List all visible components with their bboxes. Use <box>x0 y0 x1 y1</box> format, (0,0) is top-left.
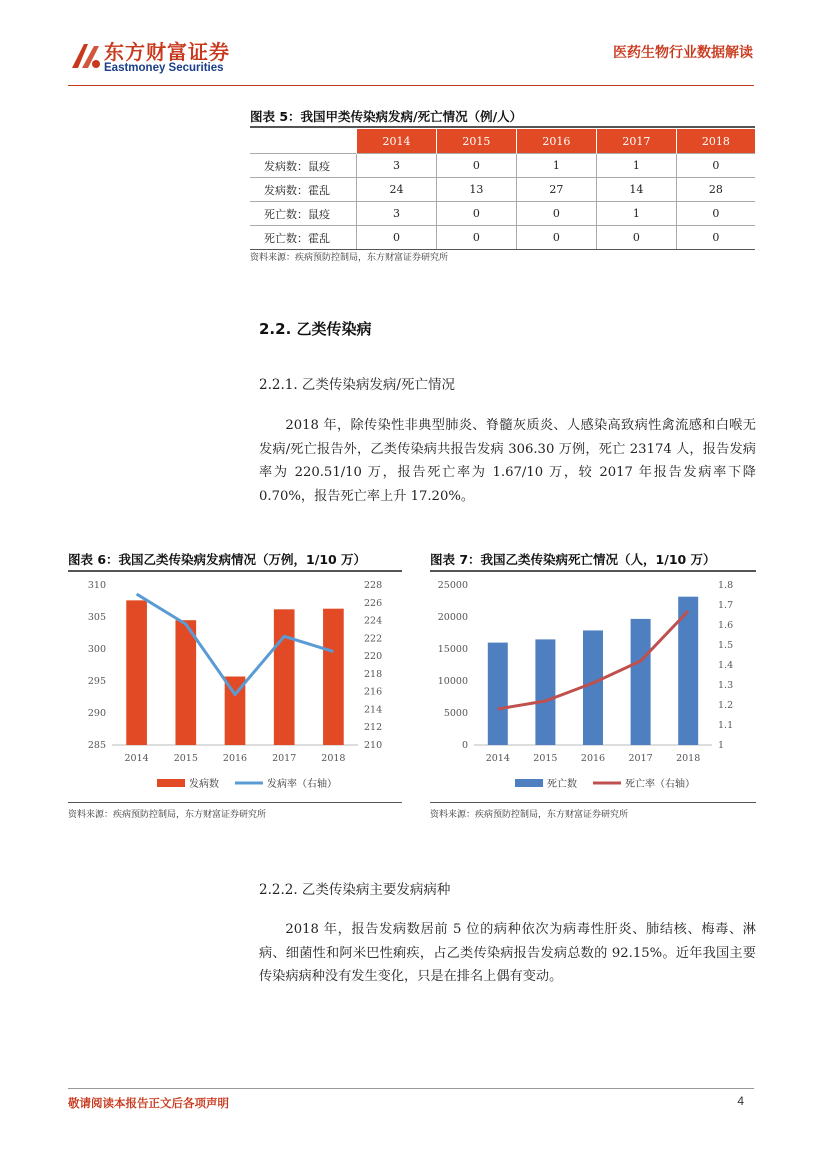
figure6-y-tick-label: 305 <box>87 612 106 623</box>
footer-divider <box>68 1088 754 1089</box>
table-cell: 1 <box>516 154 596 178</box>
paragraph-1 <box>259 414 756 508</box>
table-cell: 14 <box>596 178 676 202</box>
table-cell: 13 <box>436 178 516 202</box>
table-cell: 0 <box>676 154 755 178</box>
figure7-y2-tick-label: 1.5 <box>718 640 734 651</box>
subsection-heading-2: 2.2.2. 乙类传染病主要发病病种 <box>259 882 451 898</box>
figure6-bar <box>175 620 196 745</box>
figure5-table <box>250 129 755 250</box>
figure6-y-tick-label: 285 <box>87 740 106 751</box>
figure7-bar <box>583 630 603 745</box>
figure6-chart <box>68 573 402 800</box>
eastmoney-logo-icon <box>68 38 104 74</box>
report-type: 医药生物行业数据解读 <box>613 45 753 61</box>
figure6-y2-tick-label: 214 <box>364 704 383 716</box>
brand-name-cn: 东方财富证券 <box>104 40 230 64</box>
figure7-bar <box>535 639 555 745</box>
figure7-y2-tick-label: 1.6 <box>718 620 734 631</box>
paragraph-1-text: 2018 年，除传染性非典型肺炎、脊髓灰质炎、人感染高致病性禽流感和白喉无发病/死亡报告外，乙类传染病共报告发病 306.30 万例，死亡 23174 人，报告发病率为 220.51/10 万，报告死亡率为 1.67/10 万，较 2017 年报告发病率下降 0.70%，报告死亡率上升 17.20%。 <box>259 418 756 504</box>
figure7-y2-tick-label: 1.2 <box>718 700 734 711</box>
figure6-x-tick-label: 2015 <box>173 753 198 764</box>
figure7-y2-tick-label: 1.3 <box>718 680 734 691</box>
table-cell: 3 <box>357 154 437 178</box>
figure7-x-tick-label: 2017 <box>628 753 653 764</box>
section-heading: 2.2. 乙类传染病 <box>259 320 372 338</box>
figure6-y2-tick-label: 220 <box>364 651 383 663</box>
table-cell: 0 <box>516 226 596 250</box>
table-cell: 28 <box>676 178 755 202</box>
figure7-x-tick-label: 2015 <box>533 753 558 764</box>
table-cell: 0 <box>436 202 516 226</box>
figure7-y-tick-label: 20000 <box>437 612 468 623</box>
figure7-y-tick-label: 5000 <box>443 708 468 719</box>
figure7-bottom-rule <box>430 802 756 803</box>
table-cell: 1 <box>596 202 676 226</box>
figure7-y-tick-label: 25000 <box>437 580 468 591</box>
figure6-title: 图表 6：我国乙类传染病发病情况（万例，1/10 万） <box>68 552 367 567</box>
figure7-legend-label: 死亡率（右轴） <box>625 779 695 790</box>
figure6-bar <box>126 600 147 745</box>
figure6-x-tick-label: 2016 <box>222 753 248 764</box>
figure6-rule <box>68 570 402 572</box>
table-cell: 27 <box>516 178 596 202</box>
table-row <box>250 178 755 202</box>
table-cell: 0 <box>676 202 755 226</box>
figure7-y2-tick-label: 1.1 <box>718 720 734 731</box>
figure6-legend-bar-swatch <box>157 779 185 787</box>
table-row <box>250 202 755 226</box>
figure7-y-tick-label: 0 <box>461 740 468 751</box>
figure7-bar <box>631 619 651 745</box>
figure6-y-tick-label: 300 <box>87 644 106 655</box>
figure7-legend-label: 死亡数 <box>547 779 577 790</box>
table-cell: 0 <box>357 226 437 250</box>
row-label: 发病数：霍乱 <box>250 178 357 202</box>
table-cell: 0 <box>436 226 516 250</box>
figure6-legend-label: 发病数 <box>189 779 219 790</box>
figure7-source: 资料来源：疾病预防控制局，东方财富证券研究所 <box>430 810 629 820</box>
row-label: 死亡数：霍乱 <box>250 226 357 250</box>
table-header-cell: 2014 <box>357 129 437 154</box>
table-header-cell: 2015 <box>436 129 516 154</box>
figure6-y2-tick-label: 226 <box>364 597 383 609</box>
page-number: 4 <box>737 1094 744 1108</box>
brand-name-en: Eastmoney Securities <box>104 62 224 74</box>
figure6-y-tick-label: 290 <box>87 708 106 719</box>
figure7-y2-tick-label: 1 <box>718 740 725 751</box>
figure6-y2-tick-label: 212 <box>364 722 383 734</box>
figure6-y-tick-label: 295 <box>87 676 106 687</box>
row-label: 死亡数：鼠疫 <box>250 202 357 226</box>
figure6-bottom-rule <box>68 802 402 803</box>
figure5-rule <box>250 126 755 128</box>
subsection-heading-1: 2.2.1. 乙类传染病发病/死亡情况 <box>259 377 455 393</box>
table-header-cell: 2017 <box>596 129 676 154</box>
table-row <box>250 226 755 250</box>
figure7-y2-tick-label: 1.7 <box>718 600 734 611</box>
table-cell: 0 <box>596 226 676 250</box>
table-row <box>250 154 755 178</box>
figure5-title: 图表 5：我国甲类传染病发病/死亡情况（例/人） <box>250 109 523 124</box>
figure6-y2-tick-label: 216 <box>364 686 383 698</box>
table-header-cell: 2018 <box>676 129 755 154</box>
figure7-y2-tick-label: 1.8 <box>718 580 734 591</box>
figure6-x-tick-label: 2018 <box>321 753 346 764</box>
header-divider <box>68 85 754 86</box>
figure5-source: 资料来源：疾病预防控制局，东方财富证券研究所 <box>250 253 449 263</box>
table-cell: 3 <box>357 202 437 226</box>
table-header-blank <box>250 129 357 154</box>
figure6-x-tick-label: 2014 <box>124 753 149 764</box>
figure6-source: 资料来源：疾病预防控制局，东方财富证券研究所 <box>68 810 267 820</box>
table-cell: 1 <box>596 154 676 178</box>
figure6-y2-tick-label: 228 <box>364 580 383 591</box>
row-label: 发病数：鼠疫 <box>250 154 357 178</box>
paragraph-2 <box>259 918 756 989</box>
table-cell: 24 <box>357 178 437 202</box>
figure6-y-tick-label: 310 <box>87 580 106 591</box>
figure6-y2-tick-label: 224 <box>364 615 383 627</box>
figure7-title: 图表 7：我国乙类传染病死亡情况（人，1/10 万） <box>430 552 716 567</box>
figure6-bar <box>274 609 295 745</box>
figure6-x-tick-label: 2017 <box>272 753 297 764</box>
figure7-chart <box>430 573 756 800</box>
paragraph-2-text: 2018 年，报告发病数居前 5 位的病种依次为病毒性肝炎、肺结核、梅毒、淋病、细菌性和阿米巴性痢疾，占乙类传染病报告发病总数的 92.15%。近年我国主要传染病病种没有发生变化，只是在排名上偶有变动。 <box>259 922 756 984</box>
figure7-x-tick-label: 2014 <box>485 753 510 764</box>
table-cell: 0 <box>676 226 755 250</box>
figure6-y2-tick-label: 210 <box>364 740 383 751</box>
figure6-y2-tick-label: 218 <box>364 668 383 680</box>
figure6-bar <box>323 609 344 745</box>
figure7-y2-tick-label: 1.4 <box>718 660 734 671</box>
figure7-x-tick-label: 2018 <box>676 753 701 764</box>
footer-disclaimer: 敬请阅读本报告正文后各项声明 <box>68 1096 229 1110</box>
figure6-legend-label: 发病率（右轴） <box>267 779 337 790</box>
table-header-cell: 2016 <box>516 129 596 154</box>
figure6-y2-tick-label: 222 <box>364 633 383 645</box>
figure7-legend-bar-swatch <box>515 779 543 787</box>
figure7-rule <box>430 570 756 572</box>
table-header-row <box>250 129 755 154</box>
table-cell: 0 <box>516 202 596 226</box>
figure7-x-tick-label: 2016 <box>580 753 606 764</box>
figure7-bar <box>488 643 508 745</box>
figure7-y-tick-label: 15000 <box>437 644 468 655</box>
table-cell: 0 <box>436 154 516 178</box>
figure7-y-tick-label: 10000 <box>437 676 468 687</box>
